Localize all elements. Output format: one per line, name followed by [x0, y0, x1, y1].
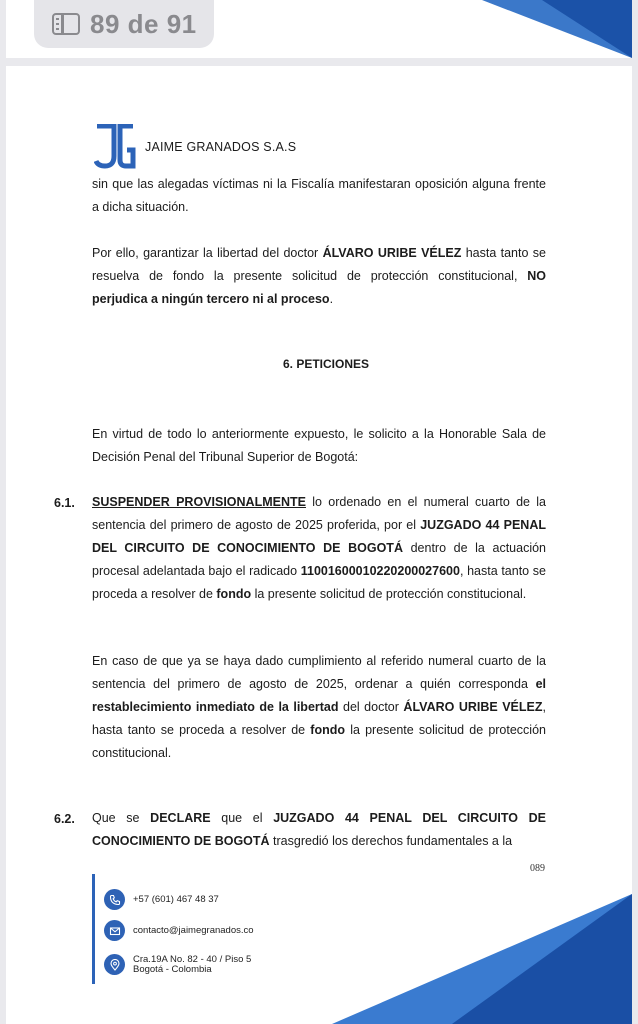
paragraph-3: En virtud de todo lo anteriormente expuesto, le solicito a la Honorable Sala de Decisión Penal del Tribunal Superior de Bogotá: [92, 427, 546, 464]
page-counter[interactable] [34, 0, 214, 48]
footer-accent-bar [92, 874, 95, 984]
footer-address [104, 954, 251, 975]
paragraph-2: Por ello, garantizar la libertad del doctor ÁLVARO URIBE VÉLEZ hasta tanto se resuelva de fondo la presente solicitud de protección constitucional, NO perjudica a ningún tercero ni al proceso. [92, 246, 546, 306]
phone-icon [104, 889, 125, 910]
document-page [6, 66, 632, 1024]
paragraph-1: sin que las alegadas víctimas ni la Fiscalía manifestaran oposición alguna frente a dicha situación. [92, 177, 546, 214]
footer-address-text [133, 955, 251, 975]
firm-name: JAIME GRANADOS S.A.S [145, 140, 297, 154]
page-counter-text: 89 de 91 [90, 8, 197, 39]
address-line-1: Cra.19A No. 82 - 40 / Piso 5 [133, 953, 252, 965]
page-number: 089 [530, 863, 545, 874]
footer-phone-text: +57 (601) 467 48 37 [133, 893, 219, 905]
item-number-6-1: 6.1. [54, 496, 75, 510]
section-heading: 6. PETICIONES [282, 357, 370, 371]
previous-page-accent-dark [542, 0, 632, 58]
location-pin-icon [104, 954, 125, 975]
email-icon [104, 920, 125, 941]
paragraph-4: En caso de que ya se haya dado cumplimiento al referido numeral cuarto de la sentencia del primero de agosto de 2025, ordenar a quién corresponda el restablecimiento inmediato de la libertad del doctor ÁLVARO URIBE VÉLEZ, hasta tanto se proceda a resolver de fondo la presente solicitud de protección constitucional. [92, 654, 546, 760]
footer-phone [104, 889, 219, 910]
sidebar-pages-icon [52, 13, 80, 35]
address-line-2: Bogotá - Colombia [133, 963, 212, 975]
firm-logo-icon [94, 124, 136, 170]
item-number-6-2: 6.2. [54, 812, 75, 826]
footer-email[interactable] [104, 920, 254, 941]
footer-accent-dark [452, 894, 632, 1024]
petition-item-2: Que se DECLARE que el JUZGADO 44 PENAL DEL CIRCUITO DE CONOCIMIENTO DE BOGOTÁ trasgredió los derechos fundamentales a la [92, 811, 546, 848]
petition-item-1: SUSPENDER PROVISIONALMENTE lo ordenado en el numeral cuarto de la sentencia del primero de agosto de 2025 proferida, por el JUZGADO 44 PENAL DEL CIRCUITO DE CONOCIMIENTO DE BOGOTÁ dentro de la actuación procesal adelantada bajo el radicado 11001600010220200027600, hasta tanto se proceda a resolver de fondo la presente solicitud de protección constitucional. [92, 495, 547, 601]
footer-email-text[interactable]: contacto@jaimegranados.co [133, 924, 254, 936]
